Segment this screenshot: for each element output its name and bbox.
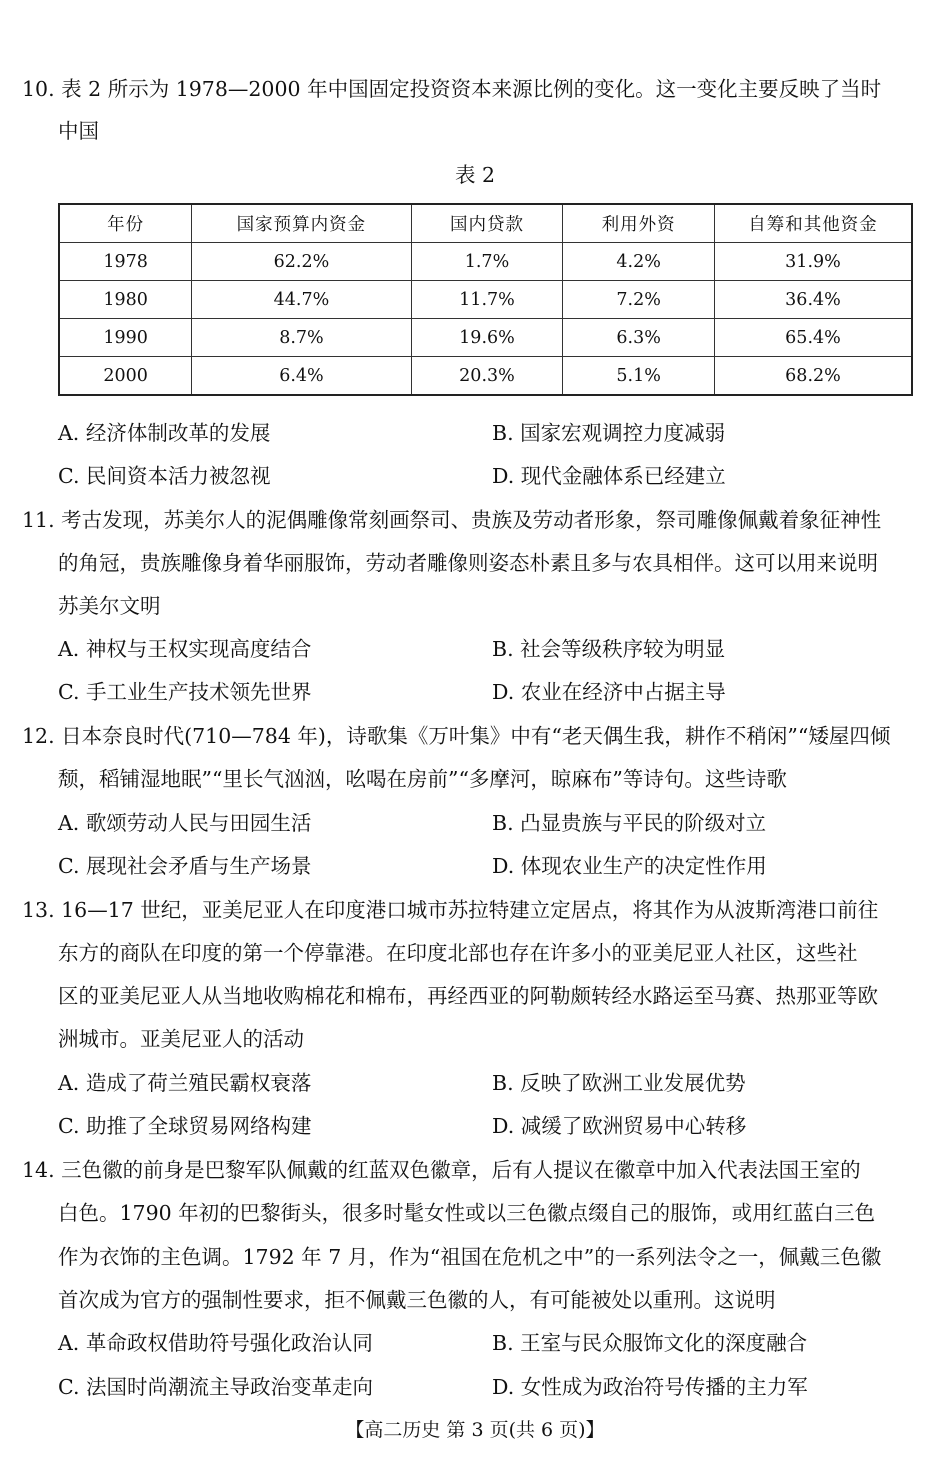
table-cell: 36.4% bbox=[714, 281, 912, 319]
table-cell: 5.1% bbox=[563, 357, 715, 396]
option-b[interactable]: B. 凸显贵族与平民的阶级对立 bbox=[492, 811, 767, 835]
option-c[interactable]: C. 手工业生产技术领先世界 bbox=[58, 680, 312, 704]
question-14-stem-line1: 14. 三色徽的前身是巴黎军队佩戴的红蓝双色徽章，后有人提议在徽章中加入代表法国王室的 bbox=[22, 1158, 861, 1182]
option-c[interactable]: C. 展现社会矛盾与生产场景 bbox=[58, 854, 312, 878]
question-13-stem-line4: 洲城市。亚美尼亚人的活动 bbox=[58, 1027, 304, 1051]
table-row bbox=[59, 281, 912, 319]
table-cell: 2000 bbox=[59, 357, 192, 396]
question-12-stem-line2: 颓，稻铺湿地眠”“里长气汹汹，吆喝在房前”“多摩河，晾麻布”等诗句。这些诗歌 bbox=[58, 767, 787, 791]
option-b[interactable]: B. 王室与民众服饰文化的深度融合 bbox=[492, 1331, 808, 1355]
table-cell: 7.2% bbox=[563, 281, 715, 319]
table-header-cell: 年份 bbox=[59, 204, 192, 243]
question-13-stem-line1: 13. 16—17 世纪，亚美尼亚人在印度港口城市苏拉特建立定居点，将其作为从波斯湾港口前往 bbox=[22, 898, 879, 922]
table-header-cell: 国内贷款 bbox=[411, 204, 563, 243]
table-cell: 11.7% bbox=[411, 281, 563, 319]
table-title: 表 2 bbox=[454, 163, 496, 187]
option-a[interactable]: A. 革命政权借助符号强化政治认同 bbox=[58, 1331, 373, 1355]
table-cell: 65.4% bbox=[714, 319, 912, 357]
option-c[interactable]: C. 助推了全球贸易网络构建 bbox=[58, 1114, 312, 1138]
question-10-stem-line2: 中国 bbox=[58, 119, 99, 143]
question-14-stem-line2: 白色。1790 年初的巴黎街头，很多时髦女性或以三色徽点缀自己的服饰，或用红蓝白三色 bbox=[58, 1201, 876, 1225]
table-cell: 1990 bbox=[59, 319, 192, 357]
page-footer: 【高二历史 第 3 页(共 6 页)】 bbox=[345, 1419, 605, 1441]
table-row bbox=[59, 319, 912, 357]
table-cell: 20.3% bbox=[411, 357, 563, 396]
option-c[interactable]: C. 民间资本活力被忽视 bbox=[58, 464, 271, 488]
option-a[interactable]: A. 造成了荷兰殖民霸权衰落 bbox=[58, 1071, 312, 1095]
option-b[interactable]: B. 国家宏观调控力度减弱 bbox=[492, 421, 726, 445]
table-cell: 6.3% bbox=[563, 319, 715, 357]
option-a[interactable]: A. 神权与王权实现高度结合 bbox=[58, 637, 312, 661]
table-header-cell: 利用外资 bbox=[563, 204, 715, 243]
option-d[interactable]: D. 农业在经济中占据主导 bbox=[492, 680, 726, 704]
option-d[interactable]: D. 现代金融体系已经建立 bbox=[492, 464, 726, 488]
table-cell: 6.4% bbox=[192, 357, 411, 396]
question-14-stem-line3: 作为衣饰的主色调。1792 年 7 月，作为“祖国在危机之中”的一系列法令之一，佩戴三色徽 bbox=[58, 1245, 882, 1269]
question-11-stem-line2: 的角冠，贵族雕像身着华丽服饰，劳动者雕像则姿态朴素且多与农具相伴。这可以用来说明 bbox=[58, 551, 878, 575]
table-cell: 62.2% bbox=[192, 243, 411, 281]
table-row bbox=[59, 243, 912, 281]
option-b[interactable]: B. 反映了欧洲工业发展优势 bbox=[492, 1071, 746, 1095]
table-header-cell: 自筹和其他资金 bbox=[714, 204, 912, 243]
table-row bbox=[59, 357, 912, 396]
table-cell: 68.2% bbox=[714, 357, 912, 396]
option-b[interactable]: B. 社会等级秩序较为明显 bbox=[492, 637, 726, 661]
question-10-stem-line1: 10. 表 2 所示为 1978—2000 年中国固定投资资本来源比例的变化。这一变化主要反映了当时 bbox=[22, 77, 882, 101]
table-cell: 1978 bbox=[59, 243, 192, 281]
question-13-stem-line2: 东方的商队在印度的第一个停靠港。在印度北部也存在许多小的亚美尼亚人社区，这些社 bbox=[58, 941, 858, 965]
table-cell: 4.2% bbox=[563, 243, 715, 281]
option-d[interactable]: D. 减缓了欧洲贸易中心转移 bbox=[492, 1114, 747, 1138]
question-13-stem-line3: 区的亚美尼亚人从当地收购棉花和棉布，再经西亚的阿勒颇转经水路运至马赛、热那亚等欧 bbox=[58, 984, 878, 1008]
question-11-stem-line1: 11. 考古发现，苏美尔人的泥偶雕像常刻画祭司、贵族及劳动者形象，祭司雕像佩戴着象征神性 bbox=[22, 508, 882, 532]
table-cell: 44.7% bbox=[192, 281, 411, 319]
option-a[interactable]: A. 经济体制改革的发展 bbox=[58, 421, 271, 445]
option-d[interactable]: D. 女性成为政治符号传播的主力军 bbox=[492, 1375, 808, 1399]
option-d[interactable]: D. 体现农业生产的决定性作用 bbox=[492, 854, 767, 878]
question-12-stem-line1: 12. 日本奈良时代(710—784 年)，诗歌集《万叶集》中有“老天偶生我，耕作不稍闲”“矮屋四倾 bbox=[22, 724, 891, 748]
table-header-cell: 国家预算内资金 bbox=[192, 204, 411, 243]
table-cell: 19.6% bbox=[411, 319, 563, 357]
table-header-row bbox=[59, 204, 912, 243]
table-cell: 8.7% bbox=[192, 319, 411, 357]
table-cell: 31.9% bbox=[714, 243, 912, 281]
table-cell: 1.7% bbox=[411, 243, 563, 281]
table-cell: 1980 bbox=[59, 281, 192, 319]
question-14-stem-line4: 首次成为官方的强制性要求，拒不佩戴三色徽的人，有可能被处以重刑。这说明 bbox=[58, 1288, 776, 1312]
question-11-stem-line3: 苏美尔文明 bbox=[58, 594, 161, 618]
option-c[interactable]: C. 法国时尚潮流主导政治变革走向 bbox=[58, 1375, 373, 1399]
option-a[interactable]: A. 歌颂劳动人民与田园生活 bbox=[58, 811, 312, 835]
data-table bbox=[58, 203, 913, 396]
